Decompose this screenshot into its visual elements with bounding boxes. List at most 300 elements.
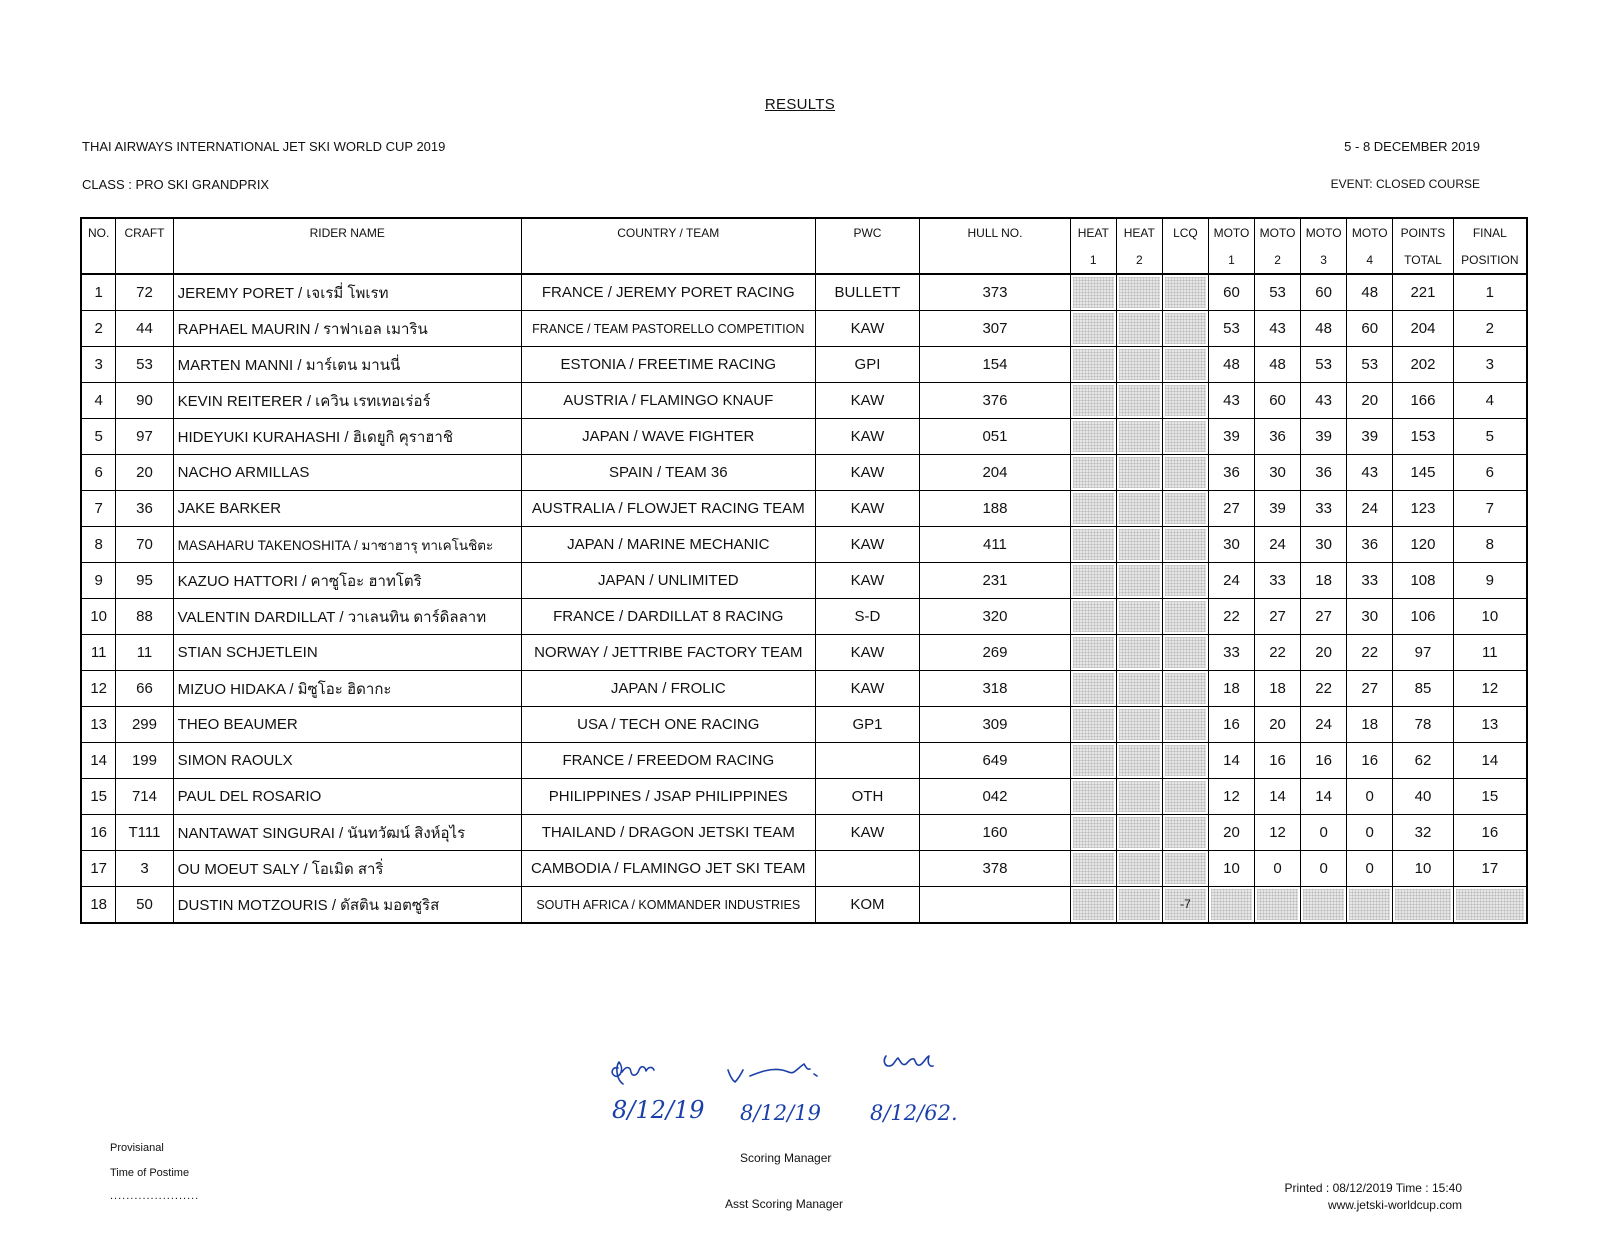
cell-craft: 88 — [116, 599, 173, 635]
col-moto4-header: MOTO — [1347, 218, 1393, 246]
col-moto2-subheader: 2 — [1255, 246, 1301, 274]
col-craft-header: CRAFT — [116, 218, 173, 246]
printed-timestamp: Printed : 08/12/2019 Time : 15:40 — [1284, 1181, 1462, 1195]
col-pwc-subheader — [815, 246, 919, 274]
cell-rider: THEO BEAUMER — [173, 707, 521, 743]
cell-no: 1 — [81, 274, 116, 311]
cell-heat1 — [1070, 815, 1116, 851]
cell-lcq — [1162, 635, 1208, 671]
cell-lcq — [1162, 743, 1208, 779]
cell-moto2: 12 — [1255, 815, 1301, 851]
cell-no: 6 — [81, 455, 116, 491]
cell-rider: MASAHARU TAKENOSHITA / มาซาฮารุ ทาเคโนชิตะ — [173, 527, 521, 563]
cell-country: JAPAN / WAVE FIGHTER — [521, 419, 815, 455]
postime-blank-line: ...................... — [110, 1190, 200, 1202]
cell-country: SOUTH AFRICA / KOMMANDER INDUSTRIES — [521, 887, 815, 924]
cell-country: ESTONIA / FREETIME RACING — [521, 347, 815, 383]
cell-final-position: 15 — [1453, 779, 1527, 815]
cell-lcq — [1162, 347, 1208, 383]
cell-moto3: 16 — [1301, 743, 1347, 779]
cell-hull: 376 — [920, 383, 1071, 419]
cell-heat1 — [1070, 455, 1116, 491]
cell-moto4: 0 — [1347, 851, 1393, 887]
cell-moto1: 27 — [1208, 491, 1254, 527]
cell-points-total: 221 — [1393, 274, 1453, 311]
cell-no: 3 — [81, 347, 116, 383]
cell-moto4: 0 — [1347, 779, 1393, 815]
cell-heat2 — [1116, 707, 1162, 743]
cell-rider: DUSTIN MOTZOURIS / ดัสติน มอตซูริส — [173, 887, 521, 924]
cell-lcq — [1162, 851, 1208, 887]
cell-heat2 — [1116, 491, 1162, 527]
col-heat1-header: HEAT — [1070, 218, 1116, 246]
cell-no: 14 — [81, 743, 116, 779]
cell-no: 16 — [81, 815, 116, 851]
cell-craft: 66 — [116, 671, 173, 707]
cell-lcq — [1162, 311, 1208, 347]
cell-moto3: 14 — [1301, 779, 1347, 815]
cell-points-total: 40 — [1393, 779, 1453, 815]
cell-points-total: 123 — [1393, 491, 1453, 527]
cell-craft: 299 — [116, 707, 173, 743]
cell-final-position: 8 — [1453, 527, 1527, 563]
cell-hull: 042 — [920, 779, 1071, 815]
cell-final-position: 6 — [1453, 455, 1527, 491]
col-moto4-subheader: 4 — [1347, 246, 1393, 274]
cell-no: 4 — [81, 383, 116, 419]
cell-moto1: 30 — [1208, 527, 1254, 563]
cell-lcq — [1162, 599, 1208, 635]
cell-no: 9 — [81, 563, 116, 599]
cell-moto3: 24 — [1301, 707, 1347, 743]
cell-country: JAPAN / UNLIMITED — [521, 563, 815, 599]
cell-no: 2 — [81, 311, 116, 347]
cell-rider: HIDEYUKI KURAHASHI / ฮิเดยูกิ คุราฮาชิ — [173, 419, 521, 455]
col-heat2-subheader: 2 — [1116, 246, 1162, 274]
cell-rider: VALENTIN DARDILLAT / วาเลนทิน ดาร์ดิลลาท — [173, 599, 521, 635]
cell-country: SPAIN / TEAM 36 — [521, 455, 815, 491]
table-row — [81, 347, 1527, 383]
cell-moto2: 24 — [1255, 527, 1301, 563]
cell-no: 15 — [81, 779, 116, 815]
cell-hull: 154 — [920, 347, 1071, 383]
cell-moto1: 33 — [1208, 635, 1254, 671]
cell-moto4: 0 — [1347, 815, 1393, 851]
cell-craft: 36 — [116, 491, 173, 527]
cell-country: FRANCE / TEAM PASTORELLO COMPETITION — [521, 311, 815, 347]
cell-final-position: 11 — [1453, 635, 1527, 671]
cell-final-position: 2 — [1453, 311, 1527, 347]
cell-moto2: 0 — [1255, 851, 1301, 887]
cell-moto1: 39 — [1208, 419, 1254, 455]
cell-heat1 — [1070, 779, 1116, 815]
cell-pwc: KAW — [815, 419, 919, 455]
cell-pwc: GPI — [815, 347, 919, 383]
cell-moto3: 39 — [1301, 419, 1347, 455]
cell-heat2 — [1116, 419, 1162, 455]
cell-moto4 — [1347, 887, 1393, 924]
cell-heat1 — [1070, 599, 1116, 635]
asst-scoring-manager-label: Asst Scoring Manager — [725, 1197, 844, 1211]
table-row — [81, 851, 1527, 887]
cell-no: 11 — [81, 635, 116, 671]
cell-heat1 — [1070, 274, 1116, 311]
cell-moto4: 27 — [1347, 671, 1393, 707]
cell-rider: RAPHAEL MAURIN / ราฟาเอล เมาริน — [173, 311, 521, 347]
cell-moto2: 22 — [1255, 635, 1301, 671]
cell-final-position: 12 — [1453, 671, 1527, 707]
cell-lcq — [1162, 491, 1208, 527]
cell-heat2 — [1116, 455, 1162, 491]
cell-heat2 — [1116, 671, 1162, 707]
cell-moto1: 18 — [1208, 671, 1254, 707]
cell-heat2 — [1116, 274, 1162, 311]
cell-rider: SIMON RAOULX — [173, 743, 521, 779]
cell-craft: 20 — [116, 455, 173, 491]
table-row — [81, 274, 1527, 311]
cell-hull: 373 — [920, 274, 1071, 311]
cell-points-total: 108 — [1393, 563, 1453, 599]
cell-moto1: 14 — [1208, 743, 1254, 779]
cell-pwc — [815, 743, 919, 779]
cell-rider: STIAN SCHJETLEIN — [173, 635, 521, 671]
cell-moto1: 20 — [1208, 815, 1254, 851]
cell-points-total — [1393, 887, 1453, 924]
signatures-block — [600, 1040, 980, 1130]
cell-moto3: 27 — [1301, 599, 1347, 635]
cell-craft: 50 — [116, 887, 173, 924]
cell-heat2 — [1116, 743, 1162, 779]
cell-pwc: KAW — [815, 383, 919, 419]
cell-hull: 309 — [920, 707, 1071, 743]
cell-heat2 — [1116, 851, 1162, 887]
cell-moto1: 36 — [1208, 455, 1254, 491]
cell-hull: 204 — [920, 455, 1071, 491]
provisional-label: Provisianal — [110, 1142, 164, 1154]
cell-heat2 — [1116, 311, 1162, 347]
cell-lcq — [1162, 455, 1208, 491]
cell-craft: 97 — [116, 419, 173, 455]
cell-hull: 051 — [920, 419, 1071, 455]
cell-moto4: 53 — [1347, 347, 1393, 383]
cell-country: CAMBODIA / FLAMINGO JET SKI TEAM — [521, 851, 815, 887]
cell-moto1: 12 — [1208, 779, 1254, 815]
cell-moto3 — [1301, 887, 1347, 924]
cell-heat2 — [1116, 887, 1162, 924]
cell-hull: 188 — [920, 491, 1071, 527]
cell-moto1: 10 — [1208, 851, 1254, 887]
cell-hull: 318 — [920, 671, 1071, 707]
cell-heat2 — [1116, 563, 1162, 599]
event-name: THAI AIRWAYS INTERNATIONAL JET SKI WORLD CUP 2019 — [82, 139, 446, 154]
cell-final-position: 3 — [1453, 347, 1527, 383]
cell-craft: 44 — [116, 311, 173, 347]
cell-lcq — [1162, 815, 1208, 851]
cell-pwc: S-D — [815, 599, 919, 635]
cell-final-position: 14 — [1453, 743, 1527, 779]
cell-moto4: 60 — [1347, 311, 1393, 347]
event-type: EVENT: CLOSED COURSE — [1330, 177, 1480, 191]
table-row — [81, 563, 1527, 599]
col-country-header: COUNTRY / TEAM — [521, 218, 815, 246]
cell-moto4: 24 — [1347, 491, 1393, 527]
cell-moto1: 48 — [1208, 347, 1254, 383]
table-row — [81, 779, 1527, 815]
cell-points-total: 145 — [1393, 455, 1453, 491]
col-hull-header: HULL NO. — [920, 218, 1071, 246]
signature-3 — [884, 1056, 933, 1066]
cell-moto4: 18 — [1347, 707, 1393, 743]
col-heat1-subheader: 1 — [1070, 246, 1116, 274]
cell-craft: 199 — [116, 743, 173, 779]
cell-moto2: 60 — [1255, 383, 1301, 419]
cell-rider: KEVIN REITERER / เควิน เรทเทอเร่อร์ — [173, 383, 521, 419]
time-of-postime-label: Time of Postime — [110, 1167, 190, 1179]
cell-moto4: 30 — [1347, 599, 1393, 635]
cell-rider: NANTAWAT SINGURAI / นันทวัฒน์ สิงห์อุไร — [173, 815, 521, 851]
cell-heat2 — [1116, 599, 1162, 635]
cell-rider: MARTEN MANNI / มาร์เตน มานนี่ — [173, 347, 521, 383]
cell-lcq — [1162, 274, 1208, 311]
cell-hull: 320 — [920, 599, 1071, 635]
cell-heat1 — [1070, 311, 1116, 347]
event-dates: 5 - 8 DECEMBER 2019 — [1344, 139, 1480, 154]
col-points-subheader: TOTAL — [1393, 246, 1453, 274]
cell-rider: PAUL DEL ROSARIO — [173, 779, 521, 815]
cell-heat1 — [1070, 707, 1116, 743]
cell-pwc: KAW — [815, 815, 919, 851]
col-craft-subheader — [116, 246, 173, 274]
cell-moto1: 53 — [1208, 311, 1254, 347]
col-moto3-header: MOTO — [1301, 218, 1347, 246]
cell-heat2 — [1116, 527, 1162, 563]
cell-pwc: OTH — [815, 779, 919, 815]
col-moto3-subheader: 3 — [1301, 246, 1347, 274]
cell-heat2 — [1116, 347, 1162, 383]
table-row — [81, 635, 1527, 671]
cell-rider: MIZUO HIDAKA / มิซูโอะ ฮิดากะ — [173, 671, 521, 707]
cell-moto4: 48 — [1347, 274, 1393, 311]
cell-lcq — [1162, 563, 1208, 599]
cell-heat1 — [1070, 347, 1116, 383]
table-row — [81, 455, 1527, 491]
cell-heat1 — [1070, 671, 1116, 707]
cell-craft: 11 — [116, 635, 173, 671]
website-link[interactable]: www.jetski-worldcup.com — [1327, 1198, 1462, 1212]
cell-moto3: 36 — [1301, 455, 1347, 491]
cell-country: PHILIPPINES / JSAP PHILIPPINES — [521, 779, 815, 815]
cell-hull: 160 — [920, 815, 1071, 851]
cell-moto4: 39 — [1347, 419, 1393, 455]
cell-heat2 — [1116, 779, 1162, 815]
cell-points-total: 62 — [1393, 743, 1453, 779]
cell-craft: 90 — [116, 383, 173, 419]
col-hull-subheader — [920, 246, 1071, 274]
cell-moto2: 33 — [1255, 563, 1301, 599]
cell-points-total: 10 — [1393, 851, 1453, 887]
cell-heat2 — [1116, 383, 1162, 419]
cell-no: 18 — [81, 887, 116, 924]
cell-moto2: 30 — [1255, 455, 1301, 491]
cell-lcq — [1162, 779, 1208, 815]
cell-lcq — [1162, 527, 1208, 563]
table-row — [81, 383, 1527, 419]
header-row-2 — [81, 246, 1527, 274]
cell-moto4: 33 — [1347, 563, 1393, 599]
cell-lcq — [1162, 383, 1208, 419]
cell-points-total: 85 — [1393, 671, 1453, 707]
cell-moto2: 39 — [1255, 491, 1301, 527]
cell-moto3: 30 — [1301, 527, 1347, 563]
cell-lcq — [1162, 419, 1208, 455]
document-title: RESULTS — [764, 96, 836, 113]
scoring-manager-label: Scoring Manager — [740, 1151, 832, 1165]
cell-hull — [920, 887, 1071, 924]
cell-points-total: 153 — [1393, 419, 1453, 455]
cell-moto4: 43 — [1347, 455, 1393, 491]
cell-heat1 — [1070, 887, 1116, 924]
cell-moto4: 20 — [1347, 383, 1393, 419]
cell-hull: 231 — [920, 563, 1071, 599]
cell-moto2: 36 — [1255, 419, 1301, 455]
cell-final-position — [1453, 887, 1527, 924]
cell-no: 7 — [81, 491, 116, 527]
cell-country: NORWAY / JETTRIBE FACTORY TEAM — [521, 635, 815, 671]
cell-points-total: 32 — [1393, 815, 1453, 851]
cell-lcq: -7 — [1162, 887, 1208, 924]
cell-final-position: 5 — [1453, 419, 1527, 455]
col-moto1-header: MOTO — [1208, 218, 1254, 246]
cell-country: FRANCE / DARDILLAT 8 RACING — [521, 599, 815, 635]
signature-2 — [728, 1064, 817, 1082]
cell-moto3: 0 — [1301, 815, 1347, 851]
cell-moto3: 60 — [1301, 274, 1347, 311]
cell-moto3: 0 — [1301, 851, 1347, 887]
signature-1 — [612, 1062, 654, 1084]
table-row — [81, 599, 1527, 635]
cell-points-total: 204 — [1393, 311, 1453, 347]
cell-moto1: 60 — [1208, 274, 1254, 311]
cell-heat1 — [1070, 527, 1116, 563]
cell-craft: T111 — [116, 815, 173, 851]
cell-moto1: 22 — [1208, 599, 1254, 635]
results-table — [80, 217, 1528, 924]
cell-heat1 — [1070, 635, 1116, 671]
cell-no: 8 — [81, 527, 116, 563]
cell-hull: 307 — [920, 311, 1071, 347]
cell-country: FRANCE / FREEDOM RACING — [521, 743, 815, 779]
cell-pwc: KAW — [815, 563, 919, 599]
signature-date-3: 8/12/62. — [870, 1101, 958, 1125]
cell-final-position: 1 — [1453, 274, 1527, 311]
col-no-header: NO. — [81, 218, 116, 246]
cell-moto2: 16 — [1255, 743, 1301, 779]
cell-moto4: 36 — [1347, 527, 1393, 563]
cell-heat1 — [1070, 383, 1116, 419]
cell-no: 12 — [81, 671, 116, 707]
cell-craft: 3 — [116, 851, 173, 887]
cell-country: AUSTRALIA / FLOWJET RACING TEAM — [521, 491, 815, 527]
table-row — [81, 527, 1527, 563]
cell-moto1: 24 — [1208, 563, 1254, 599]
header-row-1 — [81, 218, 1527, 246]
cell-hull: 378 — [920, 851, 1071, 887]
table-row — [81, 887, 1527, 924]
cell-country: USA / TECH ONE RACING — [521, 707, 815, 743]
col-no-subheader — [81, 246, 116, 274]
cell-points-total: 78 — [1393, 707, 1453, 743]
cell-craft: 53 — [116, 347, 173, 383]
cell-points-total: 202 — [1393, 347, 1453, 383]
col-country-subheader — [521, 246, 815, 274]
cell-heat1 — [1070, 491, 1116, 527]
cell-points-total: 166 — [1393, 383, 1453, 419]
table-row — [81, 671, 1527, 707]
col-rider-subheader — [173, 246, 521, 274]
cell-moto2: 18 — [1255, 671, 1301, 707]
cell-moto1 — [1208, 887, 1254, 924]
cell-rider: NACHO ARMILLAS — [173, 455, 521, 491]
cell-moto3: 53 — [1301, 347, 1347, 383]
cell-hull: 411 — [920, 527, 1071, 563]
cell-moto3: 20 — [1301, 635, 1347, 671]
cell-moto3: 43 — [1301, 383, 1347, 419]
cell-final-position: 7 — [1453, 491, 1527, 527]
cell-final-position: 4 — [1453, 383, 1527, 419]
cell-moto2: 20 — [1255, 707, 1301, 743]
cell-final-position: 17 — [1453, 851, 1527, 887]
cell-craft: 95 — [116, 563, 173, 599]
signature-date-2: 8/12/19 — [740, 1101, 821, 1125]
cell-pwc: KAW — [815, 455, 919, 491]
cell-rider: OU MOEUT SALY / โอเมิด สาริ่ — [173, 851, 521, 887]
cell-heat2 — [1116, 815, 1162, 851]
col-moto2-header: MOTO — [1255, 218, 1301, 246]
cell-no: 10 — [81, 599, 116, 635]
cell-craft: 714 — [116, 779, 173, 815]
cell-moto3: 22 — [1301, 671, 1347, 707]
cell-hull: 649 — [920, 743, 1071, 779]
cell-pwc: KAW — [815, 311, 919, 347]
cell-pwc: GP1 — [815, 707, 919, 743]
cell-moto1: 43 — [1208, 383, 1254, 419]
results-body — [81, 274, 1527, 923]
cell-moto2: 14 — [1255, 779, 1301, 815]
cell-heat1 — [1070, 419, 1116, 455]
table-row — [81, 707, 1527, 743]
cell-craft: 72 — [116, 274, 173, 311]
cell-pwc: KAW — [815, 671, 919, 707]
cell-moto2: 43 — [1255, 311, 1301, 347]
cell-no: 13 — [81, 707, 116, 743]
cell-rider: KAZUO HATTORI / คาซูโอะ ฮาทโตริ — [173, 563, 521, 599]
cell-final-position: 10 — [1453, 599, 1527, 635]
table-row — [81, 743, 1527, 779]
cell-pwc — [815, 851, 919, 887]
col-final-header: FINAL — [1453, 218, 1527, 246]
cell-country: JAPAN / FROLIC — [521, 671, 815, 707]
cell-points-total: 120 — [1393, 527, 1453, 563]
cell-moto2 — [1255, 887, 1301, 924]
cell-pwc: KAW — [815, 527, 919, 563]
cell-pwc: BULLETT — [815, 274, 919, 311]
col-heat2-header: HEAT — [1116, 218, 1162, 246]
table-row — [81, 311, 1527, 347]
cell-craft: 70 — [116, 527, 173, 563]
col-lcq-header: LCQ — [1162, 218, 1208, 246]
cell-final-position: 9 — [1453, 563, 1527, 599]
col-rider-header: RIDER NAME — [173, 218, 521, 246]
